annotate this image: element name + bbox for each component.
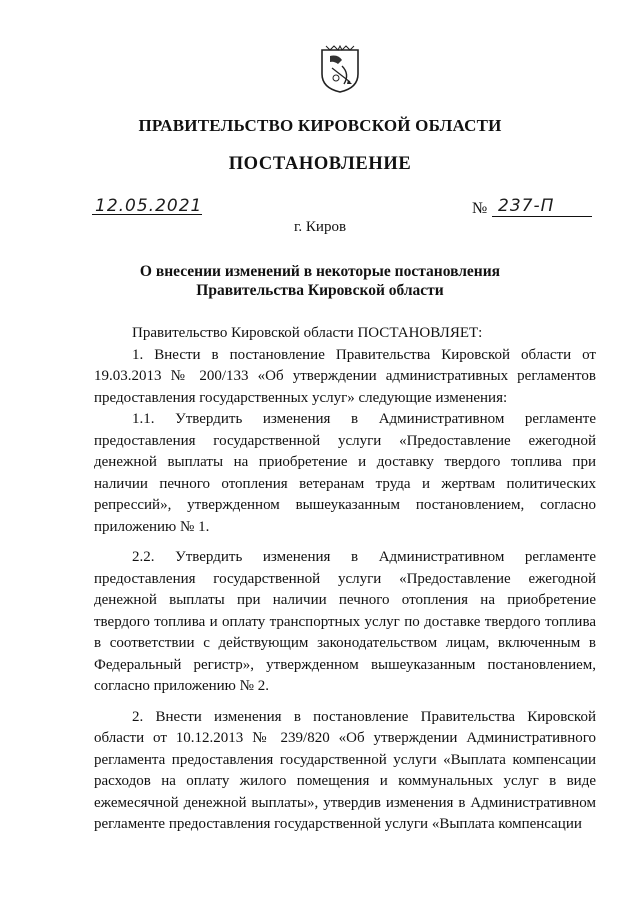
number-underline [492,216,592,217]
paragraph-2: 2. Внести изменения в постановление Правительства Кировской области от 10.12.2013 № 239/820 «Об утверждении Административного регламента предоставления государственной услуги «Выплата компенсации расходов на оплату жилого помещения и коммунальных услуг в виде ежемесячной денежной выплаты», утвердив изменения в Административном регламенте предоставления государственной услуги «Выплата компенсации [94,708,596,832]
paragraph-2-2: 2.2. Утвердить изменения в Административном регламенте предоставления государственной услуги «Предоставление ежегодной денежной выплаты при наличии печного отопления на приобретение твердого топлива и оплату транспортных услуг по доставке твердого топлива в соответствии с действующим законодательством лицам, включенным в Федеральный регистр», утвержденном вышеуказанным постановлением, согласно приложению № 2. [94,549,596,694]
date-underline [92,214,202,215]
paragraph-1-1: 1.1. Утвердить изменения в Административном регламенте предоставления государственной услуги «Предоставление ежегодной денежной выплаты на приобретение и доставку твердого топлива при наличии печного отопления ветеранам труда и жертвам политических репрессий», утвержденном вышеуказанным постановлением, согласно приложению № 1. [94,411,596,535]
number-sign: № [472,200,488,217]
preamble: Правительство Кировской области ПОСТАНОВЛЯЕТ: [132,325,483,341]
document-subject [0,262,640,300]
kirov-coat-of-arms-icon [318,44,362,94]
document-date: 12.05.2021 [95,196,203,216]
document-type: ПОСТАНОВЛЕНИЕ [228,154,412,174]
document-number: 237-П [498,196,555,216]
paragraph-1: 1. Внести в постановление Правительства Кировской области от 19.03.2013 № 200/133 «Об утверждении административных регламентов предоставления государственных услуг» следующие изменения: [94,346,596,406]
subject-line-2: Правительства Кировской области [196,282,444,299]
organization-title: ПРАВИТЕЛЬСТВО КИРОВСКОЙ ОБЛАСТИ [138,116,502,135]
document-body [94,323,596,836]
city: г. Киров [293,219,347,235]
subject-line-1: О внесении изменений в некоторые постановления [139,263,501,280]
